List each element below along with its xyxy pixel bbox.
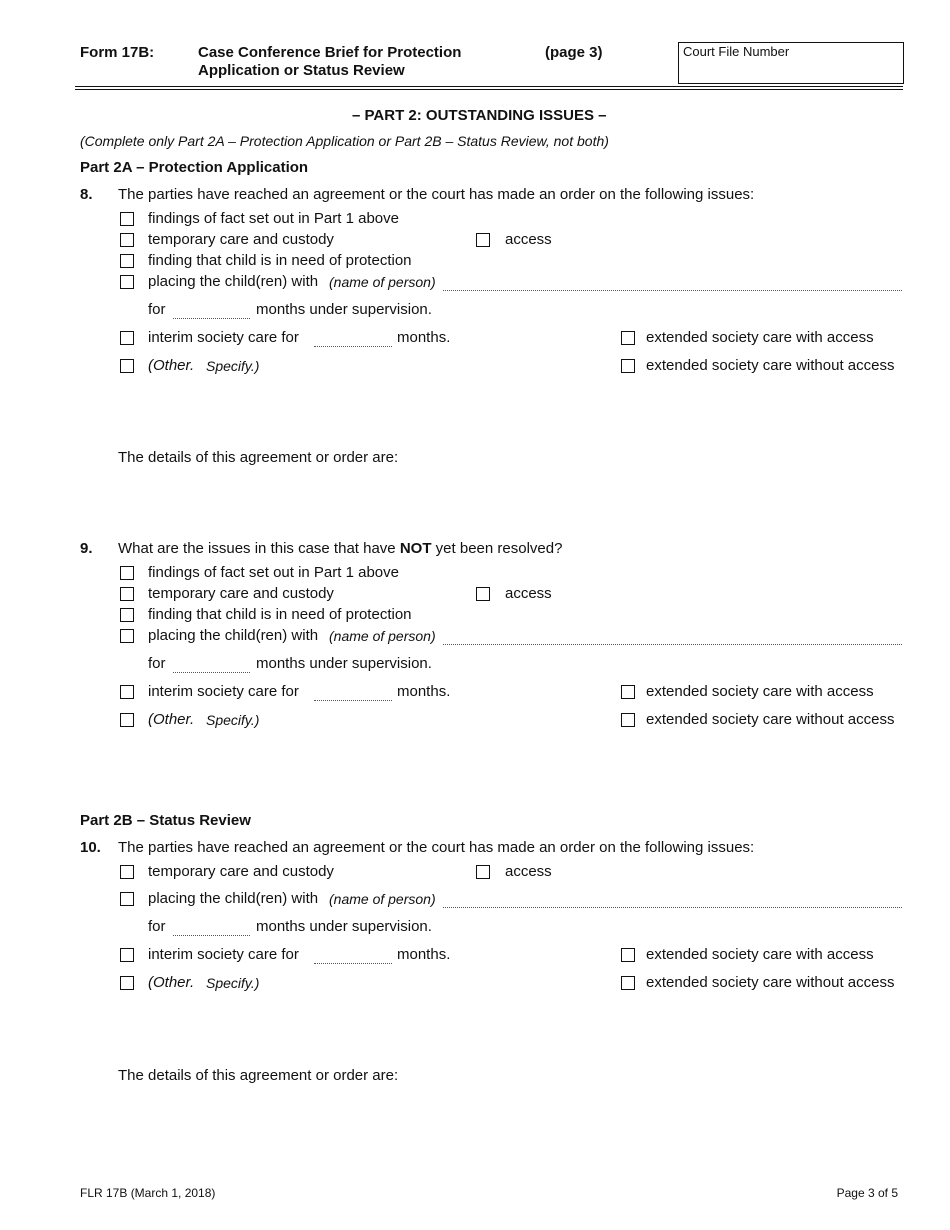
form-title-line1: Case Conference Brief for Protection bbox=[198, 44, 462, 61]
q9-placing-name-field[interactable] bbox=[443, 644, 902, 645]
q9-placing-checkbox[interactable] bbox=[120, 629, 134, 643]
q9-text-after: yet been resolved? bbox=[435, 540, 563, 557]
q8-access-checkbox[interactable] bbox=[476, 233, 490, 247]
q10-supervision-months-field[interactable] bbox=[173, 935, 250, 936]
q10-access-checkbox[interactable] bbox=[476, 865, 490, 879]
q8-temp-care-label: temporary care and custody bbox=[148, 231, 334, 248]
q10-ext-without-label: extended society care without access bbox=[646, 974, 895, 991]
q10-interim-checkbox[interactable] bbox=[120, 948, 134, 962]
q8-ext-without-checkbox[interactable] bbox=[621, 359, 635, 373]
q8-interim-label: interim society care for bbox=[148, 329, 299, 346]
q9-ext-without-label: extended society care without access bbox=[646, 711, 895, 728]
part-heading: – PART 2: OUTSTANDING ISSUES – bbox=[352, 107, 607, 124]
q10-name-of-person: (name of person) bbox=[329, 891, 436, 907]
q9-temp-care-checkbox[interactable] bbox=[120, 587, 134, 601]
q8-other-label: (Other. bbox=[148, 357, 195, 374]
form-title-line2: Application or Status Review bbox=[198, 62, 405, 79]
q10-interim-label: interim society care for bbox=[148, 946, 299, 963]
q10-number: 10. bbox=[80, 839, 101, 856]
footer-page-number: Page 3 of 5 bbox=[836, 1186, 898, 1200]
q8-details-label: The details of this agreement or order are: bbox=[118, 449, 399, 466]
q9-access-label: access bbox=[505, 585, 552, 602]
q9-specify-label: Specify.) bbox=[206, 712, 260, 728]
q9-text-before: What are the issues in this case that have bbox=[118, 540, 396, 557]
q10-interim-months-field[interactable] bbox=[314, 963, 392, 964]
q9-findings-label: findings of fact set out in Part 1 above bbox=[148, 564, 399, 581]
q8-findings-label: findings of fact set out in Part 1 above bbox=[148, 210, 399, 227]
footer-form-id: FLR 17B (March 1, 2018) bbox=[80, 1186, 216, 1200]
q8-specify-label: Specify.) bbox=[206, 358, 260, 374]
q9-for-label: for bbox=[148, 655, 166, 672]
q10-text: The parties have reached an agreement or the court has made an order on the following issues: bbox=[118, 839, 755, 856]
q8-ext-with-label: extended society care with access bbox=[646, 329, 874, 346]
q8-text: The parties have reached an agreement or the court has made an order on the following issues: bbox=[118, 186, 755, 203]
q9-interim-checkbox[interactable] bbox=[120, 685, 134, 699]
q8-interim-checkbox[interactable] bbox=[120, 331, 134, 345]
q8-need-protection-checkbox[interactable] bbox=[120, 254, 134, 268]
q9-need-protection-checkbox[interactable] bbox=[120, 608, 134, 622]
q9-findings-checkbox[interactable] bbox=[120, 566, 134, 580]
q8-placing-label: placing the child(ren) with bbox=[148, 273, 319, 290]
q10-ext-with-checkbox[interactable] bbox=[621, 948, 635, 962]
q8-temp-care-checkbox[interactable] bbox=[120, 233, 134, 247]
q8-name-of-person: (name of person) bbox=[329, 274, 436, 290]
q10-temp-care-label: temporary care and custody bbox=[148, 863, 334, 880]
q9-interim-label: interim society care for bbox=[148, 683, 299, 700]
q10-ext-with-label: extended society care with access bbox=[646, 946, 874, 963]
q9-interim-months-field[interactable] bbox=[314, 700, 392, 701]
q8-need-protection-label: finding that child is in need of protection bbox=[148, 252, 412, 269]
q9-ext-with-label: extended society care with access bbox=[646, 683, 874, 700]
q9-placing-label: placing the child(ren) with bbox=[148, 627, 319, 644]
q9-number: 9. bbox=[80, 540, 93, 557]
q10-other-label: (Other. bbox=[148, 974, 195, 991]
q10-ext-without-checkbox[interactable] bbox=[621, 976, 635, 990]
q8-placing-checkbox[interactable] bbox=[120, 275, 134, 289]
q9-ext-without-checkbox[interactable] bbox=[621, 713, 635, 727]
q8-placing-name-field[interactable] bbox=[443, 290, 902, 291]
form-label: Form 17B: bbox=[80, 44, 155, 61]
q9-temp-care-label: temporary care and custody bbox=[148, 585, 334, 602]
q10-details-label: The details of this agreement or order are: bbox=[118, 1067, 399, 1084]
q9-other-checkbox[interactable] bbox=[120, 713, 134, 727]
q8-ext-without-label: extended society care without access bbox=[646, 357, 895, 374]
q10-access-label: access bbox=[505, 863, 552, 880]
q8-findings-checkbox[interactable] bbox=[120, 212, 134, 226]
q10-placing-checkbox[interactable] bbox=[120, 892, 134, 906]
q8-months-label: months. bbox=[397, 329, 451, 346]
q9-months-supervision-label: months under supervision. bbox=[256, 655, 432, 672]
q10-placing-label: placing the child(ren) with bbox=[148, 890, 319, 907]
q9-access-checkbox[interactable] bbox=[476, 587, 490, 601]
page-label: (page 3) bbox=[545, 44, 603, 61]
header-rule-bottom bbox=[75, 89, 903, 90]
q9-need-protection-label: finding that child is in need of protection bbox=[148, 606, 412, 623]
q10-placing-name-field[interactable] bbox=[443, 907, 902, 908]
q8-access-label: access bbox=[505, 231, 552, 248]
q10-months-supervision-label: months under supervision. bbox=[256, 918, 432, 935]
q8-months-supervision-label: months under supervision. bbox=[256, 301, 432, 318]
q9-supervision-months-field[interactable] bbox=[173, 672, 250, 673]
q10-months-label: months. bbox=[397, 946, 451, 963]
q8-for-label: for bbox=[148, 301, 166, 318]
header-rule-top bbox=[75, 86, 903, 87]
q8-supervision-months-field[interactable] bbox=[173, 318, 250, 319]
instruction-text: (Complete only Part 2A – Protection Application or Part 2B – Status Review, not both) bbox=[80, 133, 609, 149]
q8-other-checkbox[interactable] bbox=[120, 359, 134, 373]
q9-months-label: months. bbox=[397, 683, 451, 700]
q9-other-label: (Other. bbox=[148, 711, 195, 728]
q10-temp-care-checkbox[interactable] bbox=[120, 865, 134, 879]
q8-interim-months-field[interactable] bbox=[314, 346, 392, 347]
court-file-number-box[interactable] bbox=[678, 42, 904, 84]
q10-other-checkbox[interactable] bbox=[120, 976, 134, 990]
q9-name-of-person: (name of person) bbox=[329, 628, 436, 644]
q9-text-bold: NOT bbox=[399, 540, 432, 557]
q9-text bbox=[118, 540, 562, 557]
part2b-heading: Part 2B – Status Review bbox=[80, 812, 251, 829]
q8-ext-with-checkbox[interactable] bbox=[621, 331, 635, 345]
q10-specify-label: Specify.) bbox=[206, 975, 260, 991]
part2a-heading: Part 2A – Protection Application bbox=[80, 159, 309, 176]
q9-ext-with-checkbox[interactable] bbox=[621, 685, 635, 699]
q10-for-label: for bbox=[148, 918, 166, 935]
q8-number: 8. bbox=[80, 186, 93, 203]
court-file-number-label: Court File Number bbox=[683, 44, 790, 59]
